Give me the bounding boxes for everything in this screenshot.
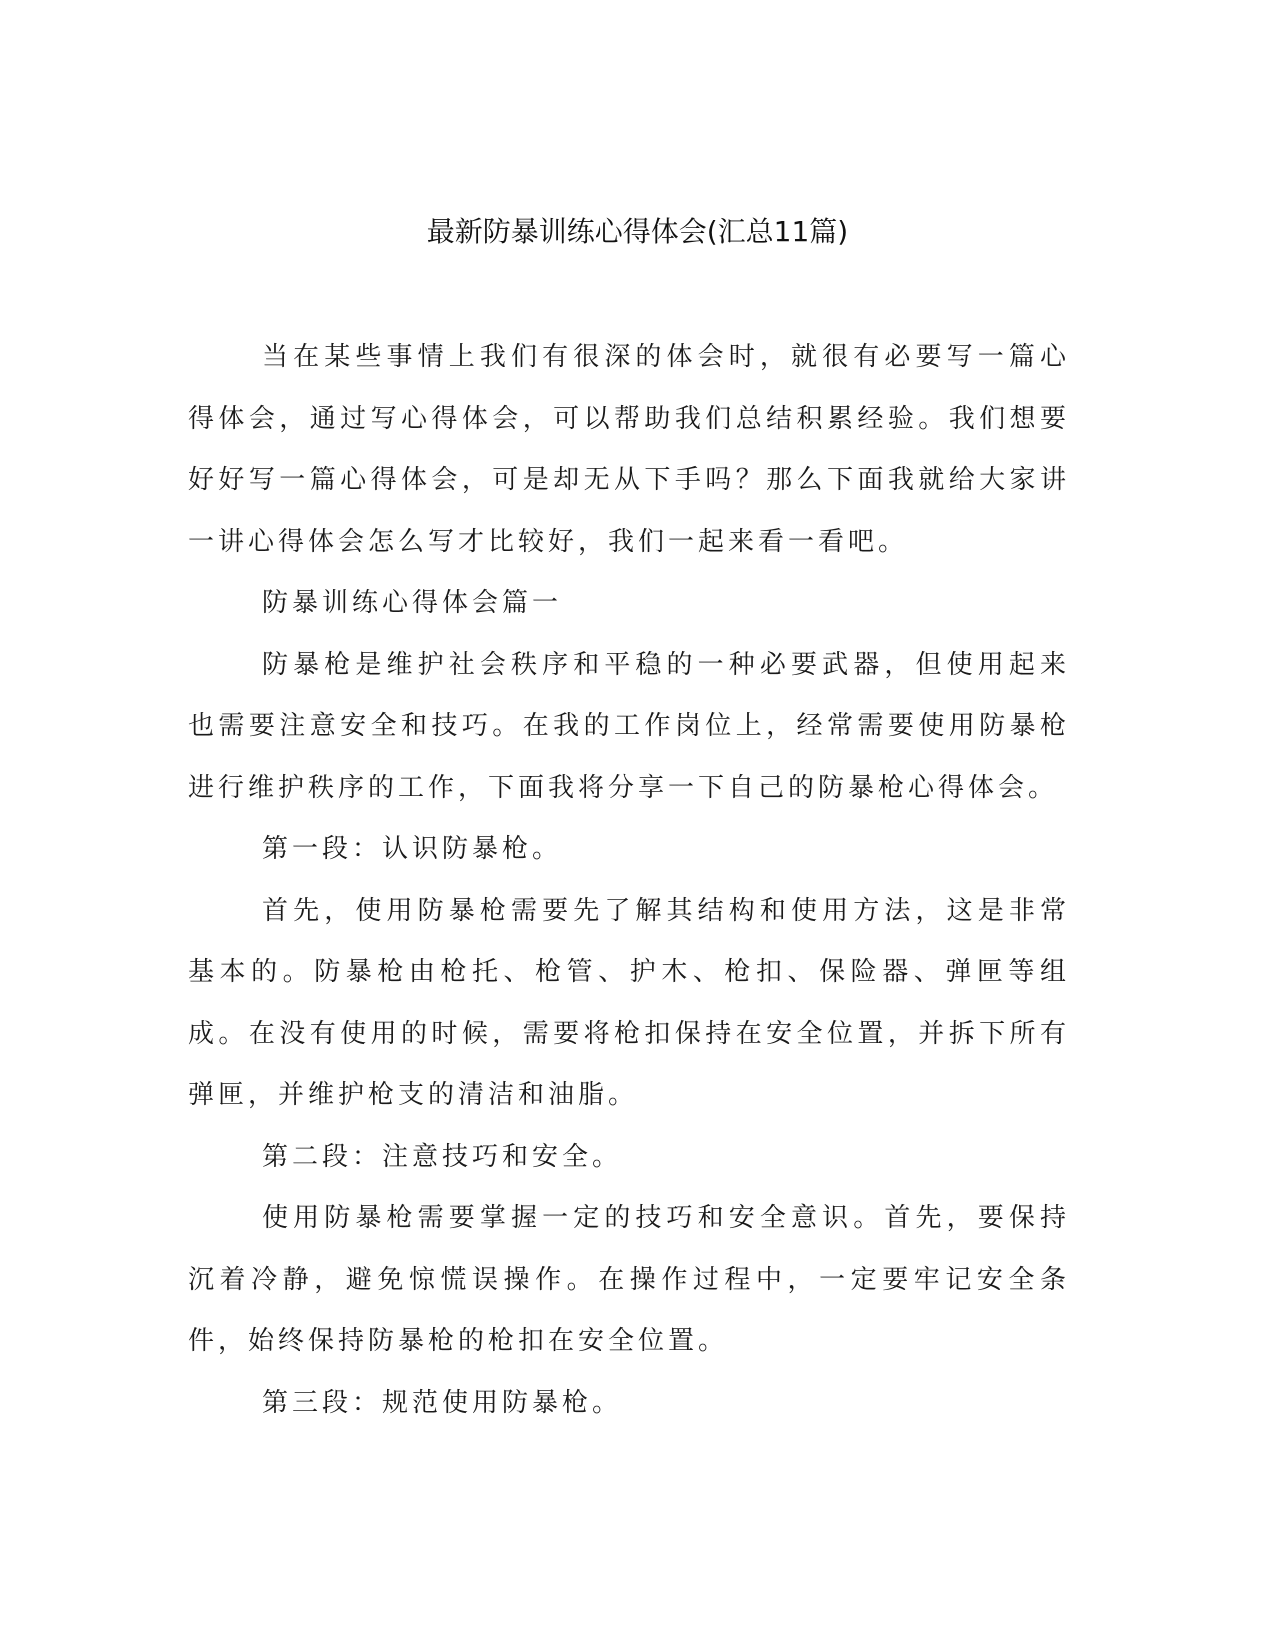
section-heading-chapter-one: 防暴训练心得体会篇一 (262, 588, 563, 618)
section-heading-part-one: 第一段：认识防暴枪。 (262, 834, 563, 864)
section-heading-part-three: 第三段：规范使用防暴枪。 (262, 1387, 623, 1418)
document-body (188, 327, 1070, 1434)
body-paragraph: 使用防暴枪需要掌握一定的技巧和安全意识。首先，要保持沉着冷静，避免惊慌误操作。在操作过程中，一定要牢记安全条件，始终保持防暴枪的枪扣在安全位置。 (188, 1203, 1070, 1356)
section-heading-part-two: 第二段：注意技巧和安全。 (262, 1141, 623, 1172)
intro-paragraph: 当在某些事情上我们有很深的体会时，就很有必要写一篇心得体会，通过写心得体会，可以帮助我们总结积累经验。我们想要好好写一篇心得体会，可是却无从下手吗？那么下面我就给大家讲一讲心得体会怎么写才比较好，我们一起来看一看吧。 (188, 342, 1070, 557)
body-paragraph: 防暴枪是维护社会秩序和平稳的一种必要武器，但使用起来也需要注意安全和技巧。在我的工作岗位上，经常需要使用防暴枪进行维护秩序的工作，下面我将分享一下自己的防暴枪心得体会。 (188, 649, 1070, 803)
body-paragraph: 首先，使用防暴枪需要先了解其结构和使用方法，这是非常基本的。防暴枪由枪托、枪管、护木、枪扣、保险器、弹匣等组成。在没有使用的时候，需要将枪扣保持在安全位置，并拆下所有弹匣，并维护枪支的清洁和油脂。 (188, 895, 1070, 1110)
document-title: 最新防暴训练心得体会(汇总11篇) (426, 215, 849, 248)
